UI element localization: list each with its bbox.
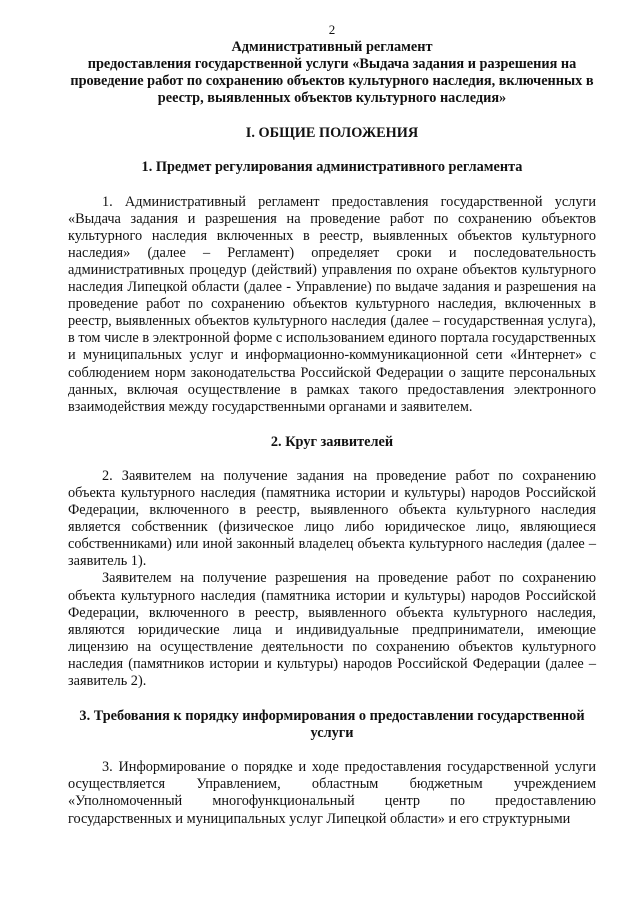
chapter-heading: I. ОБЩИЕ ПОЛОЖЕНИЯ <box>245 125 419 142</box>
section-heading-3: 3. Требования к порядку информирования о предоставлении государственной услуги <box>79 708 585 742</box>
section-3-paragraph-1: 3. Информирование о порядке и ходе предоставления государственной услуги осуществляется Управлением, областным бюджетным учреждением «Уполномоченный многофункциональный центр по предоставлению государственных и муниципальных услуг Липецкой области» и его структурными <box>68 759 596 827</box>
document-title-line2: предоставления государственной услуги «Выдача задания и разрешения на проведение работ по сохранению объектов культурного наследия, включенных в реестр, выявленных объектов культурного наследия» <box>70 56 594 107</box>
section-1-paragraph-1: 1. Административный регламент предоставления государственной услуги «Выдача задания и разрешения на проведение работ по сохранению объектов культурного наследия включенных в реестр, выявленных объектов культурного наследия» (далее – Регламент) определяет сроки и последовательность административных процедур (действий) управления по охране объектов культурного наследия Липецкой области (далее - Управление) по выдаче задания и разрешения на проведение работ по сохранению объектов культурного наследия, включенных в реестр, выявленных объектов культурного наследия (далее – государственная услуга), в том числе в электронной форме с использованием единого портала государственных и муниципальных услуг и информационно-коммуникационной сети «Интернет» с соблюдением норм законодательства Российской Федерации о защите персональных данных, включая осуществление в рамках такого предоставления электронного взаимодействия между государственными органами и заявителем. <box>68 193 596 415</box>
section-2-paragraph-2: Заявителем на получение разрешения на проведение работ по сохранению объекта культурного наследия (памятника истории и культуры) народов Российской Федерации, включенного в реестр, выявленного объекта культурного наследия, являются юридические лица и индивидуальные предприниматели, имеющие лицензию на осуществление деятельности по сохранению объектов культурного наследия (памятников истории и культуры) народов Российской Федерации (далее – заявитель 2). <box>68 570 596 689</box>
page-number: 2 <box>328 22 336 37</box>
section-heading-2: 2. Круг заявителей <box>270 433 394 450</box>
section-2-paragraph-1: 2. Заявителем на получение задания на проведение работ по сохранению объекта культурного наследия (памятника истории и культуры) народов Российской Федерации, включенного в реестр, выявленного объекта культурного наследия является собственник (физическое лицо либо юридическое лицо, являющиеся собственниками) или иной законный владелец объекта культурного наследия (далее – заявитель 1). <box>68 467 596 570</box>
document-page <box>68 22 596 828</box>
section-heading-1: 1. Предмет регулирования административного регламента <box>141 159 523 176</box>
document-title-line1: Административный регламент <box>231 39 433 55</box>
